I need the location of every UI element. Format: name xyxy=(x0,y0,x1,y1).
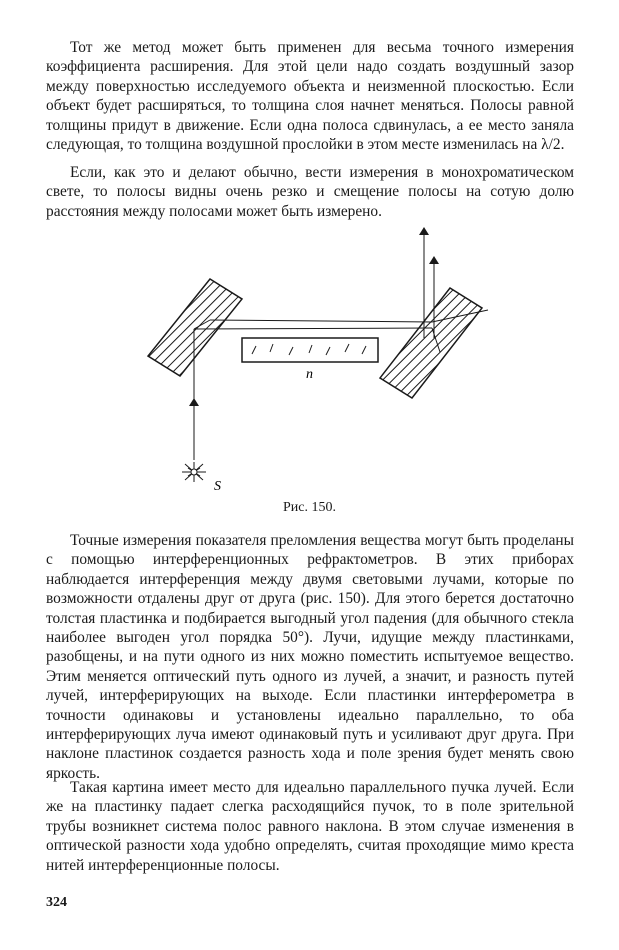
right-plate xyxy=(380,288,482,398)
figure-caption: Рис. 150. xyxy=(283,500,336,515)
refractometer-diagram xyxy=(140,226,580,496)
page-number: 324 xyxy=(46,895,67,910)
paragraph-divergent-beam: Такая картина имеет место для идеально параллельного пучка лучей. Если же на пластинку падает слегка расходящийся пучок, то в поле зрительной трубы возникнет система полос равного наклона. В этом случае изменения в оптической разности хода удобно определять, считая проходящие мимо креста нитей интерференционные полосы. xyxy=(46,779,574,874)
paragraph-monochromatic-light: Если, как это и делают обычно, вести измерения в монохроматическом свете, то полосы видны очень резко и смещение полосы на сотую долю расстояния между полосами может быть измерено. xyxy=(46,164,574,220)
source-label: S xyxy=(214,479,221,494)
paragraph-refractometers: Точные измерения показателя преломления вещества могут быть проделаны с помощью интерференционных рефрактометров. В этих приборах наблюдается интерференция между двумя световыми лучами, которые по возможности отдалены друг от друга (рис. 150). Для этого берется достаточно толстая пластинка и подбирается выгодный угол падения (для обычного стекла наиболее выгоден угол порядка 50°). Лучи, идущие между пластинками, разобщены, и на пути одного из них можно поместить испытуемое вещество. Этим меняется оптический путь одного из лучей, а значит, и разность путей лучей, интерферирующих на выходе. Если пластинки интерферометра в точности одинаковы и установлены идеально параллельно, то оба интерферирующих луча имеют одинаковый путь и усиливают друг друга. При наклоне пластинок создается разность хода и поле зрения будет менять свою яркость. xyxy=(46,532,574,782)
light-source-icon xyxy=(182,462,206,482)
figure-150-refractometer xyxy=(140,226,580,496)
cell-label: n xyxy=(306,367,313,382)
paragraph-expansion-measurement: Тот же метод может быть применен для весьма точного измерения коэффициента расширения. Для этой цели надо создать воздушный зазор между поверхностью исследуемого объекта и неизменной плоскостью. Если объект будет расширяться, то толщина слоя начнет меняться. Полосы равной толщины придут в движение. Если одна полоса сдвинулась, а ее место заняла следующая, то толщина воздушной прослойки в этом месте изменилась на λ/2. xyxy=(46,39,574,154)
left-plate xyxy=(148,279,242,376)
